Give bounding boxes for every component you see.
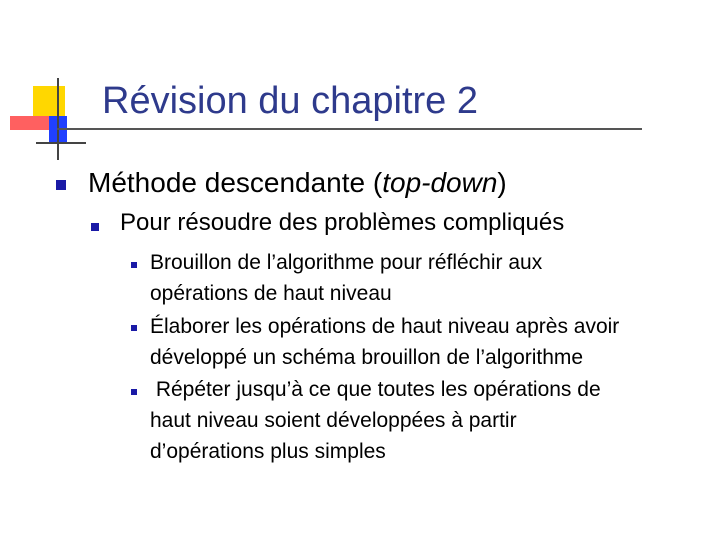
decor-vertical-line [57, 78, 59, 160]
decor-square-yellow [33, 86, 65, 118]
level1-text: Méthode descendante (top-down) [88, 167, 507, 198]
bullet-square-icon [131, 325, 137, 331]
title-underline [57, 128, 642, 130]
decor-horizontal-line [36, 142, 86, 144]
level3-item: Brouillon de l’algorithme pour réfléchir aux opérations de haut niveau [150, 251, 543, 305]
slide-title: Révision du chapitre 2 [102, 80, 478, 122]
bullet-square-icon [56, 180, 66, 190]
bullet-square-icon [91, 223, 99, 231]
level3-item: Répéter jusqu’à ce que toutes les opérations de haut niveau soient développées à partir d’opérations plus simples [150, 378, 601, 463]
level3-item: Élaborer les opérations de haut niveau après avoir développé un schéma brouillon de l’algorithme [150, 315, 620, 369]
level2-text: Pour résoudre des problèmes compliqués [120, 209, 565, 236]
bullet-square-icon [131, 389, 137, 395]
bullet-square-icon [131, 262, 137, 268]
